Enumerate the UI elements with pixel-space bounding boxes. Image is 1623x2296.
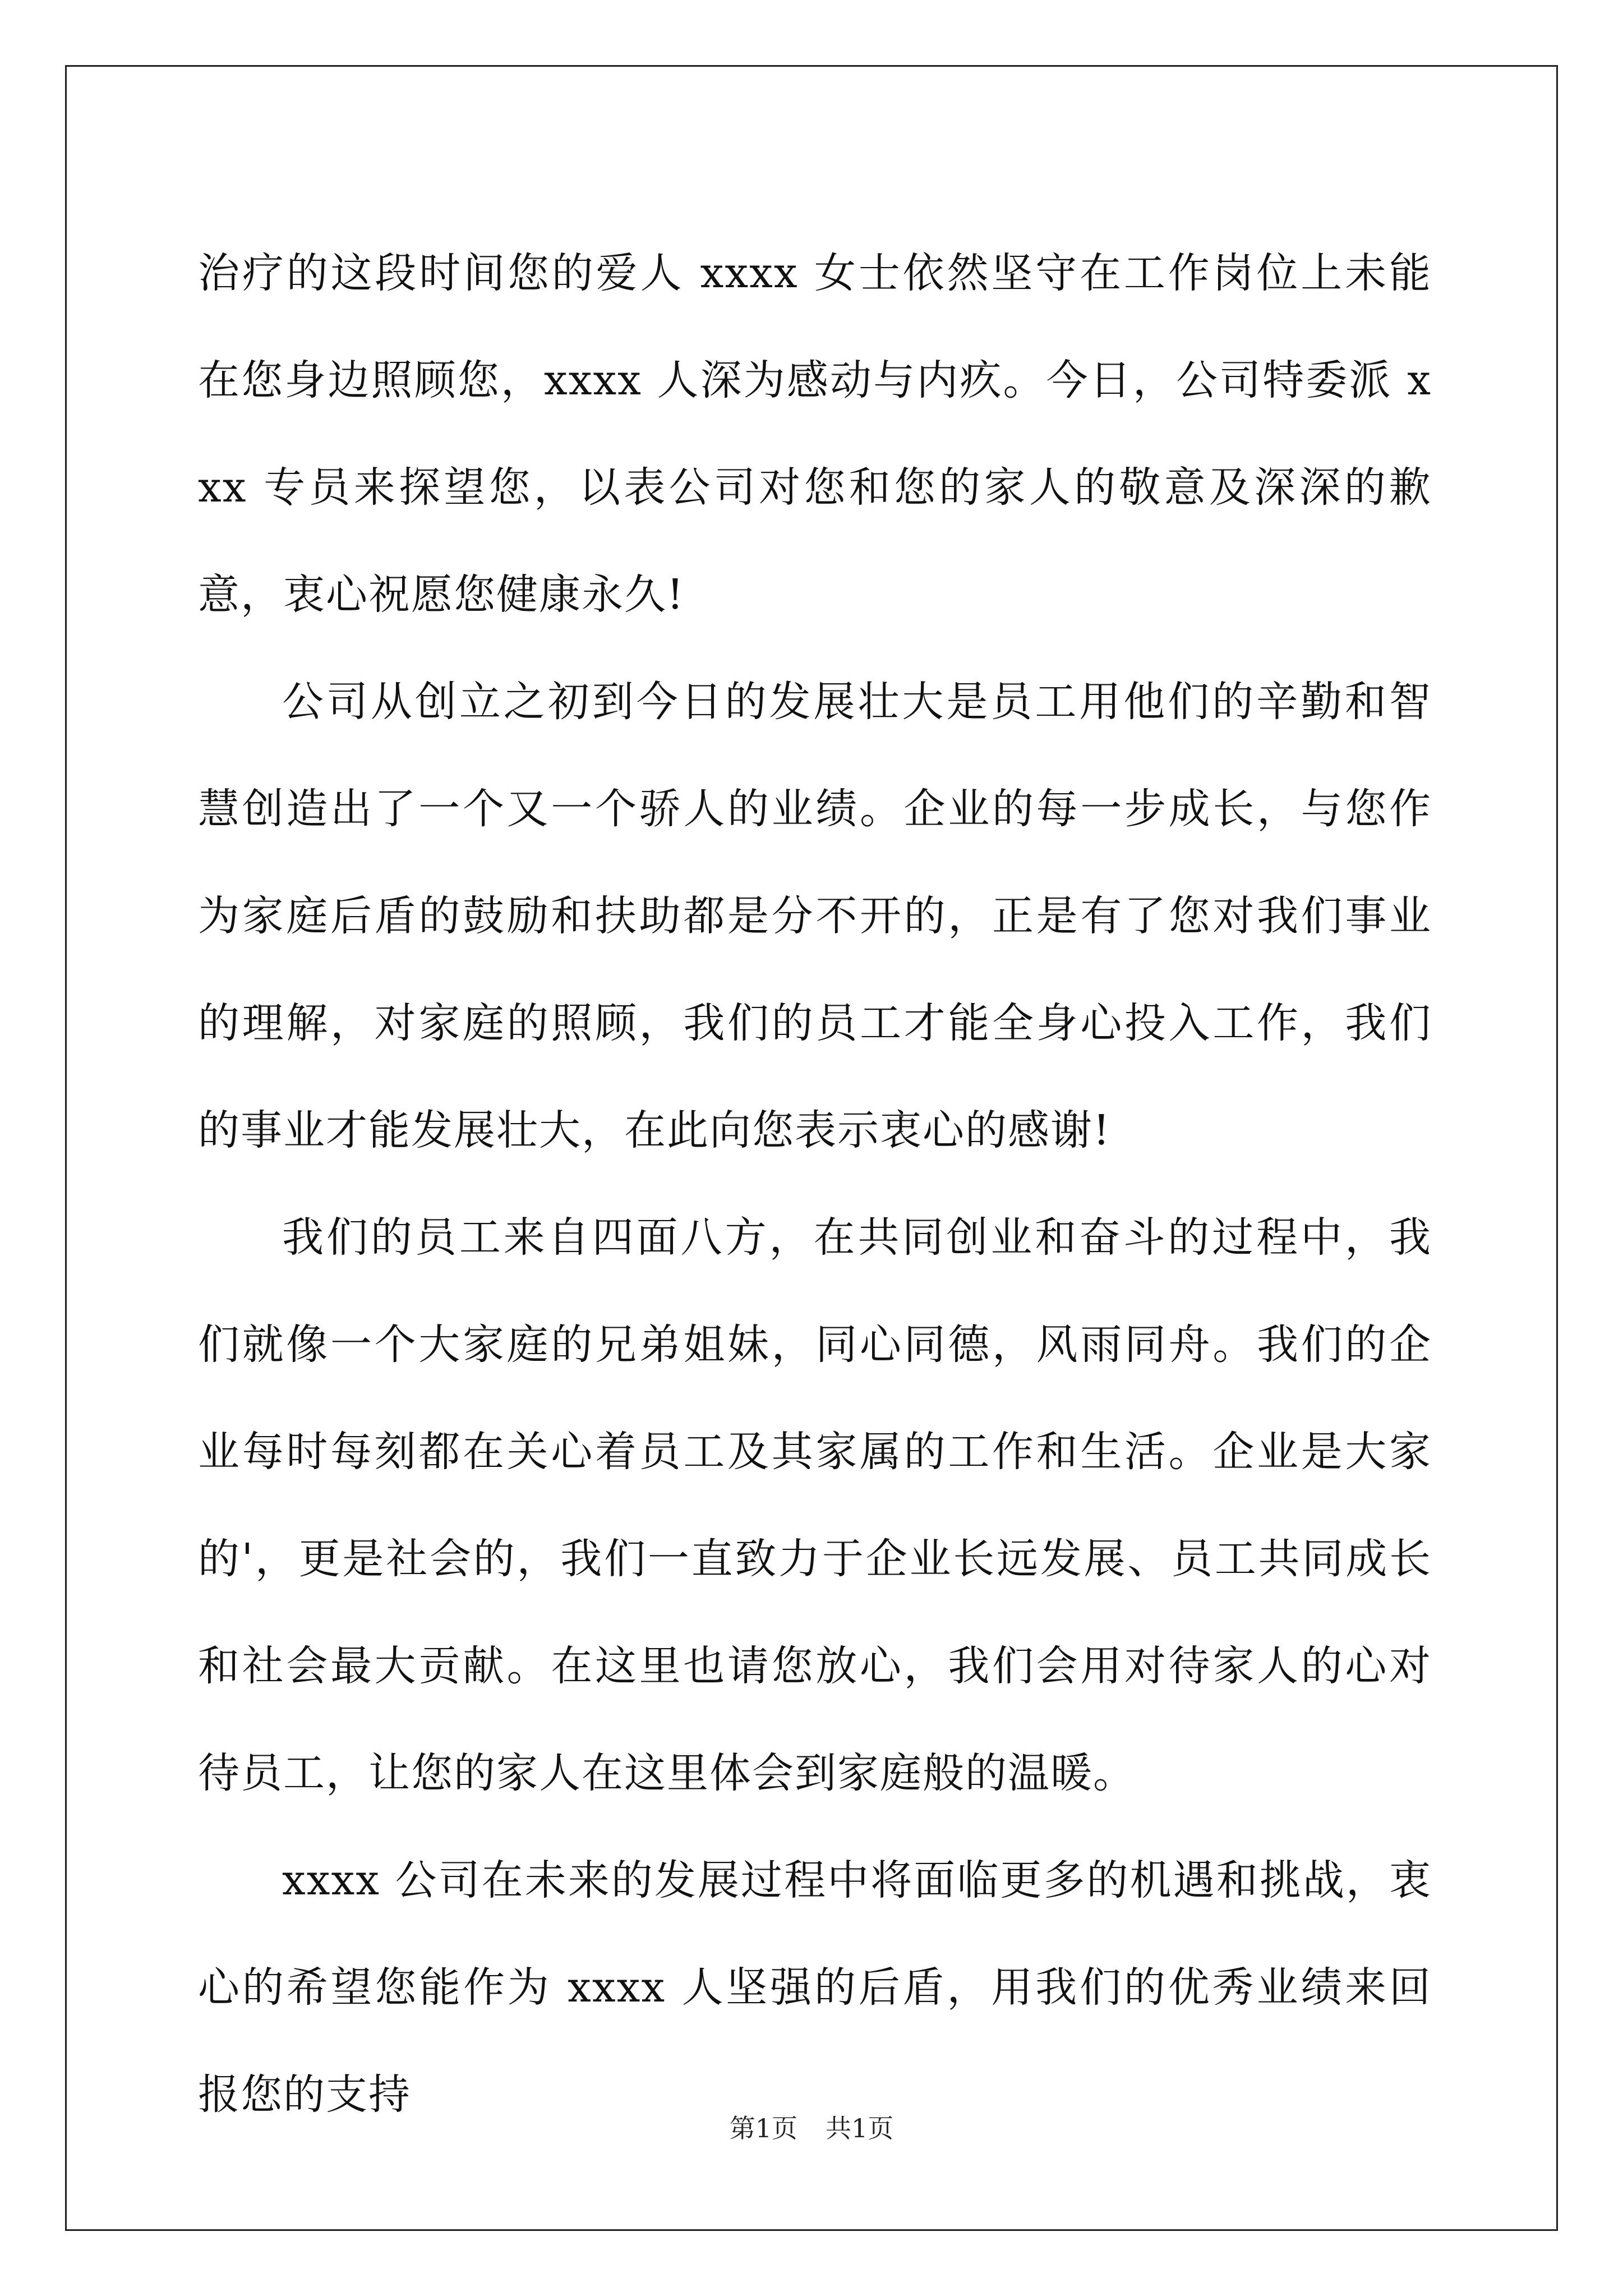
page-footer bbox=[0, 2108, 1623, 2145]
paragraph: 我们的员工来自四面八方，在共同创业和奋斗的过程中，我们就像一个大家庭的兄弟姐妹，同心同德，风雨同舟。我们的企业每时每刻都在关心着员工及其家属的工作和生活。企业是大家的'，更是社会的，我们一直致力于企业长远发展、员工共同成长和社会最大贡献。在这里也请您放心，我们会用对待家人的心对待员工，让您的家人在这里体会到家庭般的温暖。 bbox=[198, 1213, 1432, 1797]
paragraph: 公司从创立之初到今日的发展壮大是员工用他们的辛勤和智慧创造出了一个又一个骄人的业绩。企业的每一步成长，与您作为家庭后盾的鼓励和扶助都是分不开的，正是有了您对我们事业的理解，对家庭的照顾，我们的员工才能全身心投入工作，我们的事业才能发展壮大，在此向您表示衷心的感谢! bbox=[198, 678, 1432, 1154]
page-number: 第1页 bbox=[729, 2113, 797, 2143]
page-total: 共1页 bbox=[826, 2113, 894, 2143]
paragraph-continued: 治疗的这段时间您的爱人 xxxx 女士依然坚守在工作岗位上未能在您身边照顾您，xxxx 人深为感动与内疚。今日，公司特委派 xxx 专员来探望您，以表公司对您和您的家人的敬意及深深的歉意，衷心祝愿您健康永久! bbox=[198, 249, 1432, 619]
document-body bbox=[198, 220, 1432, 2148]
paragraph: xxxx 公司在未来的发展过程中将面临更多的机遇和挑战，衷心的希望您能作为 xxxx 人坚强的后盾，用我们的优秀业绩来回报您的支持 bbox=[198, 1856, 1432, 2119]
